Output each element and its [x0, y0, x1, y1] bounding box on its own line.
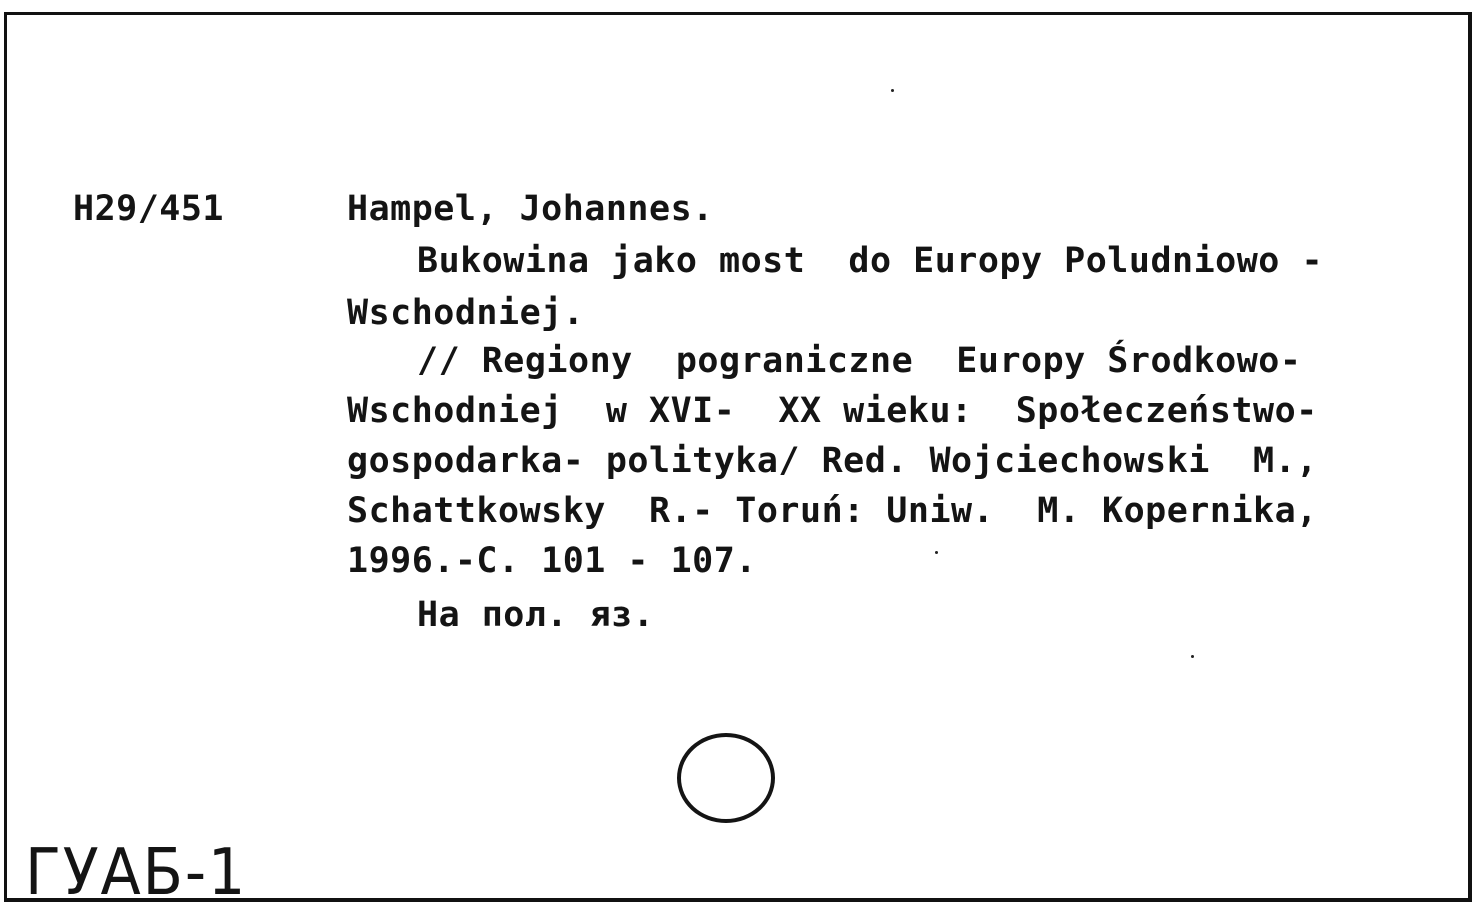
source-line-3: gospodarka- polityka/ Red. Wojciechowski M.,	[347, 441, 1318, 481]
language-note: На пол. яз.	[417, 595, 655, 635]
library-stamp: ГУАБ-1	[25, 836, 248, 910]
source-line-1: // Regiony pograniczne Europy Środkowo-	[417, 341, 1302, 381]
catalog-card	[4, 12, 1472, 910]
source-line-5: 1996.-C. 101 - 107.	[347, 541, 757, 581]
author-line: Hampel, Johannes.	[347, 189, 714, 229]
source-line-2: Wschodniej w XVI- XX wieku: Społeczeństwo-	[347, 391, 1318, 431]
scan-speck	[935, 551, 938, 554]
call-number: H29/451	[73, 189, 225, 229]
card-punch-hole	[677, 733, 775, 823]
source-line-4: Schattkowsky R.- Toruń: Uniw. M. Kopernika,	[347, 491, 1318, 531]
scan-speck	[891, 89, 894, 92]
title-line-2: Wschodniej.	[347, 293, 585, 333]
scan-speck	[1191, 655, 1194, 658]
title-line-1: Bukowina jako most do Europy Poludniowo -	[417, 241, 1324, 281]
